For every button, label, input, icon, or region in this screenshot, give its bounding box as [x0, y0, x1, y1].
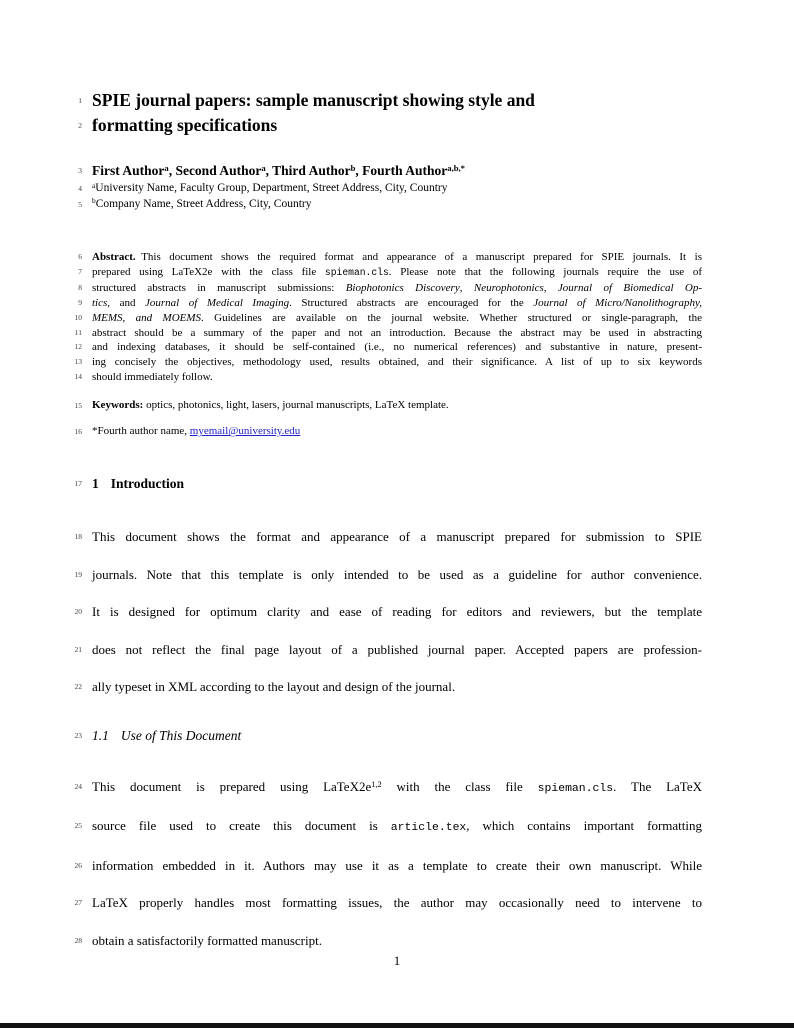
text-segment: prepared using LaTeX2e with the class file	[92, 265, 325, 278]
line-number: 28	[74, 935, 82, 945]
text-segment: Second Author	[175, 163, 262, 178]
body-line	[74, 668, 702, 706]
line-number: 5	[78, 199, 82, 209]
line-content	[92, 768, 702, 808]
body-line	[74, 807, 702, 847]
line-number: 16	[74, 427, 82, 437]
text-segment: First Author	[92, 163, 165, 178]
text-segment: ,	[355, 163, 363, 178]
abstract-line	[74, 326, 702, 341]
text-segment: ,	[168, 163, 176, 178]
text-segment: This document is prepared using LaTeX2e	[92, 778, 372, 794]
text-segment: , and	[107, 296, 145, 309]
email-link[interactable]: myemail@university.edu	[189, 425, 301, 438]
text-segment: tics	[92, 296, 108, 309]
corresponding-author-footnote	[74, 424, 702, 439]
line-number: 8	[78, 282, 82, 292]
text-segment: ,	[459, 281, 474, 294]
affiliations-line	[78, 180, 702, 197]
affiliations-line	[78, 196, 702, 213]
text-segment: Journal of Medical Imaging	[145, 296, 290, 309]
abstract-line	[74, 311, 702, 326]
text-segment: University Name, Faculty Group, Department, Street Address, City, Country	[95, 182, 448, 194]
line-content	[92, 370, 702, 385]
text-segment: with the class file	[381, 778, 538, 794]
use-of-document-heading	[74, 726, 702, 746]
text-segment: ,	[543, 281, 558, 294]
text-segment: SPIE journal papers: sample manuscript showing style and	[92, 90, 535, 110]
text-segment: a	[261, 163, 266, 174]
title-line	[78, 113, 702, 138]
line-content	[92, 631, 702, 669]
text-segment: ing concisely the objectives, methodology used, results obtained, and their significance. A list of up to six keywords	[92, 356, 702, 369]
text-segment: . The LaTeX	[613, 778, 702, 794]
line-content	[92, 88, 702, 113]
line-number: 22	[74, 682, 82, 692]
line-number: 10	[74, 312, 82, 322]
text-segment: Third Author	[272, 163, 351, 178]
text-segment: source file used to create this document is	[92, 818, 391, 834]
text-segment: This document shows the format and appearance of a manuscript prepared for submission to SPIE	[92, 529, 702, 545]
text-segment: obtain a satisfactorily formatted manuscript.	[92, 932, 322, 948]
line-content	[92, 518, 702, 556]
text-segment: MEMS, and MOEMS	[92, 311, 202, 324]
document-body	[74, 0, 703, 959]
line-number: 27	[74, 898, 82, 908]
line-content	[92, 162, 702, 181]
line-number: 9	[78, 297, 82, 307]
text-segment: 1	[92, 476, 99, 492]
text-segment: , which contains important formatting	[466, 818, 702, 834]
text-segment: a	[92, 180, 96, 190]
line-content	[92, 668, 702, 706]
text-segment: Use of This Document	[120, 727, 242, 743]
keywords	[74, 398, 702, 413]
text-segment: Keywords:	[92, 399, 144, 412]
line-number: 12	[74, 342, 82, 352]
text-segment: 1.1	[92, 727, 109, 743]
line-content	[92, 556, 702, 594]
text-segment: Biophotonics Discovery	[345, 281, 460, 294]
line-content	[92, 265, 702, 281]
abstract-line	[78, 296, 702, 311]
line-number: 3	[78, 166, 82, 175]
line-content	[92, 311, 702, 326]
text-segment: Neurophotonics	[473, 281, 544, 294]
body-line	[74, 884, 702, 922]
text-segment: optics, photonics, light, lasers, journal manuscripts, LaTeX template.	[143, 399, 449, 412]
line-number: 11	[74, 327, 82, 337]
line-number: 7	[78, 266, 82, 276]
line-number: 19	[74, 569, 82, 579]
text-segment: spieman.cls	[324, 266, 389, 278]
intro-paragraph	[74, 518, 702, 706]
line-content	[92, 807, 702, 847]
text-segment: . Guidelines are available on the journal website. Whether structured or single-paragraph, the	[201, 311, 702, 324]
text-segment: Journal of Biomedical Op-	[557, 281, 703, 294]
body-line	[74, 518, 702, 556]
author-list	[78, 162, 702, 181]
line-content	[92, 250, 702, 265]
line-content	[92, 340, 702, 355]
text-segment: LaTeX properly handles most formatting issues, the author may occasionally need to intervene to	[92, 895, 702, 911]
text-segment: a,b,*	[447, 163, 465, 174]
line-content	[92, 593, 702, 631]
text-segment: a	[164, 163, 169, 174]
text-segment: information embedded in it. Authors may use it as a template to create their own manuscript. While	[92, 857, 702, 873]
paper-title	[78, 88, 702, 138]
line-content	[92, 296, 702, 311]
line-content	[92, 726, 702, 746]
line-content	[92, 355, 702, 370]
text-segment: ,	[265, 163, 273, 178]
title-line	[78, 88, 702, 113]
text-segment: Journal of Micro/Nanolithography,	[533, 296, 702, 309]
line-number: 25	[74, 821, 82, 831]
page-bottom-edge	[0, 1023, 794, 1028]
line-number: 23	[74, 730, 82, 740]
line-content	[92, 326, 702, 341]
body-line	[74, 556, 702, 594]
text-segment: does not reflect the final page layout of a published journal paper. Accepted papers are profession-	[92, 641, 702, 657]
abstract-line	[78, 250, 702, 265]
line-content	[92, 424, 702, 439]
line-number: 2	[78, 121, 82, 130]
text-segment: structured abstracts in manuscript submissions:	[92, 281, 346, 294]
text-segment: 1,2	[371, 779, 382, 789]
line-number: 13	[74, 357, 82, 367]
text-segment: *Fourth author name,	[92, 425, 190, 438]
text-segment: and indexing databases, it should be self-contained (i.e., no numerical references) and substantive in nature, present-	[92, 341, 702, 354]
body-line	[74, 631, 702, 669]
text-segment: spieman.cls	[537, 781, 614, 795]
text-segment: abstract should be a summary of the paper and not an introduction. Because the abstract may be used in abstracting	[92, 326, 702, 339]
authors-line	[78, 162, 702, 181]
body-line	[74, 768, 702, 808]
text-segment: Abstract.	[92, 251, 136, 263]
text-segment: b	[350, 163, 356, 174]
text-segment: This document shows the required format and appearance of a manuscript prepared for SPIE journals. It is	[135, 251, 702, 263]
abstract-line	[74, 355, 702, 370]
line-number: 4	[78, 184, 82, 193]
line-number: 24	[74, 781, 82, 791]
text-segment: should immediately follow.	[92, 371, 213, 384]
footnote-line	[74, 424, 702, 439]
introduction-heading	[74, 475, 702, 493]
line-number: 15	[74, 401, 82, 411]
text-segment: article.tex	[390, 821, 467, 835]
body-line	[74, 847, 702, 885]
text-segment: journals. Note that this template is only intended to be used as a guideline for author convenience.	[92, 566, 702, 582]
text-segment: formatting specifications	[92, 115, 278, 135]
affiliations	[78, 180, 702, 212]
line-content	[92, 398, 702, 413]
text-segment: It is designed for optimum clarity and ease of reading for editors and reviewers, but the template	[92, 604, 702, 620]
text-segment: . Structured abstracts are encouraged for the	[289, 296, 534, 309]
subsection-line	[74, 726, 702, 746]
abstract-line	[74, 370, 702, 385]
usage-paragraph	[74, 768, 702, 960]
page-number: 1	[393, 953, 401, 968]
line-number: 6	[78, 252, 82, 261]
line-number: 17	[74, 479, 82, 489]
line-content	[92, 847, 702, 885]
abstract	[74, 250, 703, 385]
text-segment: Introduction	[110, 476, 185, 492]
text-segment: Fourth Author	[362, 163, 448, 178]
text-segment: ally typeset in XML according to the layout and design of the journal.	[92, 679, 456, 695]
line-content	[92, 113, 702, 138]
keywords-line	[74, 398, 702, 413]
line-content	[92, 884, 702, 922]
line-number: 21	[74, 644, 82, 654]
line-content	[92, 181, 702, 197]
body-line	[74, 593, 702, 631]
text-segment: Company Name, Street Address, City, Country	[95, 197, 312, 210]
abstract-line	[78, 265, 702, 281]
abstract-line	[74, 340, 702, 355]
abstract-line	[78, 281, 703, 296]
section-line	[74, 475, 702, 493]
text-segment: b	[92, 196, 96, 206]
line-content	[92, 281, 702, 296]
text-segment: . Please note that the following journals require the use of	[388, 265, 702, 278]
line-number: 18	[74, 532, 82, 542]
line-number: 1	[78, 96, 82, 105]
line-number: 20	[74, 607, 82, 617]
line-number: 26	[74, 860, 82, 870]
line-content	[92, 475, 702, 493]
line-content	[92, 197, 702, 213]
line-number: 14	[74, 372, 82, 382]
